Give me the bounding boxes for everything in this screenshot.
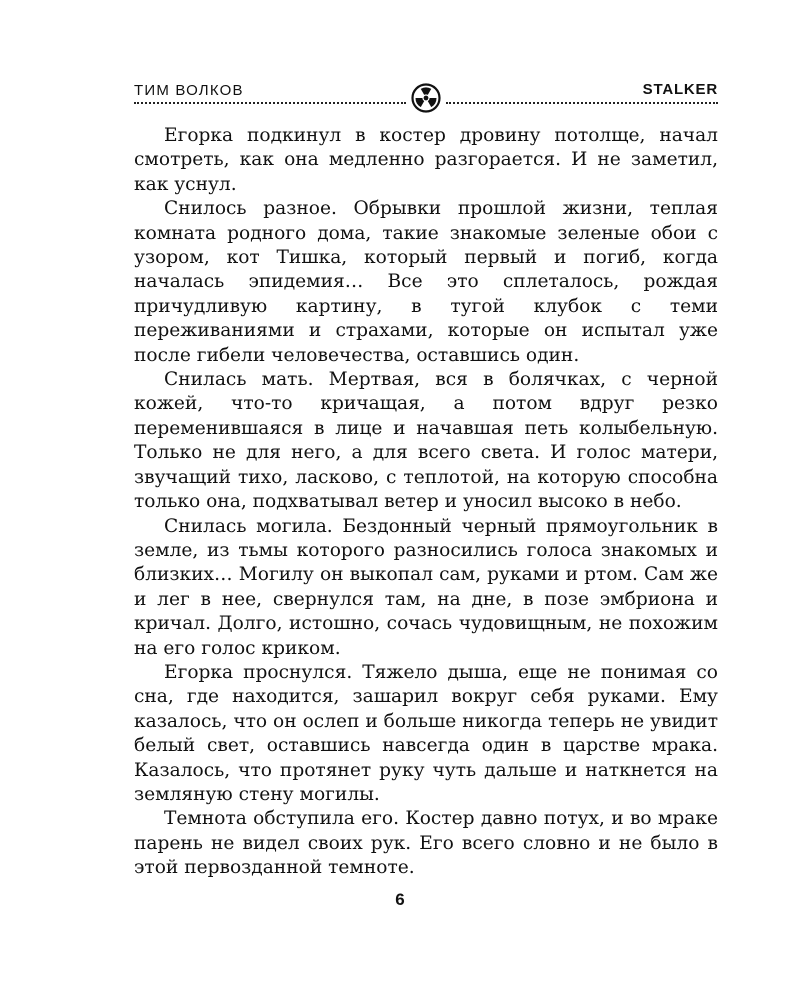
header-series: STALKER: [642, 81, 718, 98]
page-body: [134, 124, 718, 881]
paragraph: Снилась могила. Бездонный черный прямоугольник в земле, из тьмы которого разносились голоса знакомых и близких… Могилу он выкопал сам, руками и ртом. Сам же и лег в нее, свернулся там, на дне, в позе эмбриона и кричал. Долго, истошно, сочась чудовищным, не похожим на его голос криком.: [134, 515, 718, 659]
running-header: [134, 78, 718, 108]
paragraph: Снилось разное. Обрывки прошлой жизни, теплая комната родного дома, такие знакомые зеленые обои с узором, кот Тишка, который первый и погиб, когда началась эпидемия… Все это сплеталось, рождая причудливую картину, в тугой клубок с теми переживаниями и страхами, которые он испытал уже после гибели человечества, оставшись один.: [134, 198, 718, 366]
page-number: 6: [395, 890, 405, 909]
paragraph: Снилась мать. Мертвая, вся в болячках, с черной кожей, что-то кричащая, а потом вдруг резко переменившаяся в лице и начавшая петь колыбельную. Только не для него, а для всего света. И голос матери, звучащий тихо, ласково, с теплотой, на которую способна только она, подхватывал ветер и уносил высоко в небо.: [134, 369, 718, 513]
paragraph: Темнота обступила его. Костер давно потух, и во мраке парень не видел своих рук. Его всего словно и не было в этой первозданной темноте.: [134, 808, 718, 879]
header-dotted-rule-left: [134, 102, 406, 104]
paragraph: Егорка подкинул в костер дровину потолще, начал смотреть, как она медленно разгорается. И не заметил, как уснул.: [134, 125, 718, 195]
header-dotted-rule-right: [446, 102, 718, 104]
paragraph: Егорка проснулся. Тяжело дыша, еще не понимая со сна, где находится, зашарил вокруг себя руками. Ему казалось, что он ослеп и больше никогда теперь не увидит белый свет, оставшись навсегда один в царстве мрака. Казалось, что протянет руку чуть дальше и наткнется на земляную стену могилы.: [134, 661, 718, 805]
header-author: ТИМ ВОЛКОВ: [134, 82, 244, 99]
radiation-hazard-icon: [411, 83, 441, 113]
